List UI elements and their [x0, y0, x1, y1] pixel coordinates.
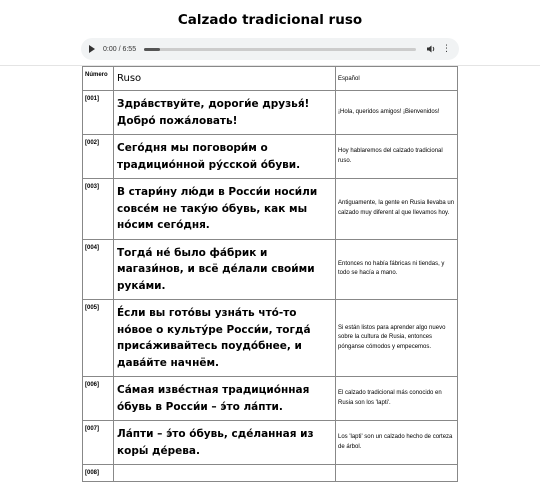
- row-spanish-text: Hoy hablaremos del calzado tradicional ruso.: [336, 135, 458, 179]
- row-spanish-text: [336, 465, 458, 482]
- row-number: [006]: [83, 377, 114, 421]
- row-russian-text: Е́сли вы гото́вы узна́ть что́-то но́вое о культу́ре Росси́и, тогда́ приса́живайтесь поудо́бнее, и дава́йте начнём.: [114, 300, 336, 377]
- row-russian-text: Здра́вствуйте, дороги́е друзья́! Добро́ пожа́ловать!: [114, 91, 336, 135]
- row-spanish-text: Entonces no había fábricas ni tiendas, y todo se hacía a mano.: [336, 239, 458, 300]
- header-russian: Ruso: [114, 67, 336, 91]
- table-header-row: [83, 67, 458, 91]
- table-row: [83, 300, 458, 377]
- row-number: [002]: [83, 135, 114, 179]
- audio-seek-progress: [144, 48, 160, 51]
- audio-player[interactable]: [81, 38, 459, 60]
- page-header: [0, 0, 540, 66]
- table-row: [83, 465, 458, 482]
- row-spanish-text: Antiguamente, la gente en Rusia llevaba un calzado muy diferent al que llevamos hoy.: [336, 179, 458, 240]
- more-options-icon[interactable]: ⋮: [442, 43, 451, 54]
- row-number: [007]: [83, 421, 114, 465]
- row-russian-text: Сего́дня мы поговори́м о традицио́нной ру́сской о́буви.: [114, 135, 336, 179]
- row-number: [001]: [83, 91, 114, 135]
- row-number: [004]: [83, 239, 114, 300]
- table-row: [83, 91, 458, 135]
- row-spanish-text: El calzado tradicional más conocido en Rusia son los 'lapti'.: [336, 377, 458, 421]
- audio-seek-bar[interactable]: [144, 48, 416, 51]
- table-row: [83, 421, 458, 465]
- row-russian-text: [114, 465, 336, 482]
- header-number: Número: [83, 67, 114, 91]
- volume-icon[interactable]: [426, 44, 436, 54]
- row-number: [003]: [83, 179, 114, 240]
- row-russian-text: Ла́пти – э́то о́бувь, сде́ланная из коры́ де́рева.: [114, 421, 336, 465]
- table-row: [83, 135, 458, 179]
- table-row: [83, 239, 458, 300]
- header-spanish: Español: [336, 67, 458, 91]
- row-russian-text: Са́мая изве́стная традицио́нная о́бувь в Росси́и – э́то ла́пти.: [114, 377, 336, 421]
- play-icon[interactable]: [89, 45, 95, 53]
- table-row: [83, 179, 458, 240]
- row-russian-text: Тогда́ не́ было фа́брик и магази́нов, и всё де́лали свои́ми рука́ми.: [114, 239, 336, 300]
- row-number: [008]: [83, 465, 114, 482]
- row-spanish-text: ¡Hola, queridos amigos! ¡Bienvenidos!: [336, 91, 458, 135]
- table-row: [83, 377, 458, 421]
- row-number: [005]: [83, 300, 114, 377]
- transcript-table: [82, 66, 458, 482]
- row-russian-text: В стари́ну лю́ди в Росси́и носи́ли совсе́м не таку́ю о́бувь, как мы но́сим сего́дня.: [114, 179, 336, 240]
- page-title: Calzado tradicional ruso: [177, 12, 363, 28]
- row-spanish-text: Si están listos para aprender algo nuevo sobre la cultura de Rusia, entonces pónganse cómodos y empecemos.: [336, 300, 458, 377]
- row-spanish-text: Los 'lapti' son un calzado hecho de corteza de árbol.: [336, 421, 458, 465]
- audio-time: 0:00 / 6:55: [103, 45, 137, 53]
